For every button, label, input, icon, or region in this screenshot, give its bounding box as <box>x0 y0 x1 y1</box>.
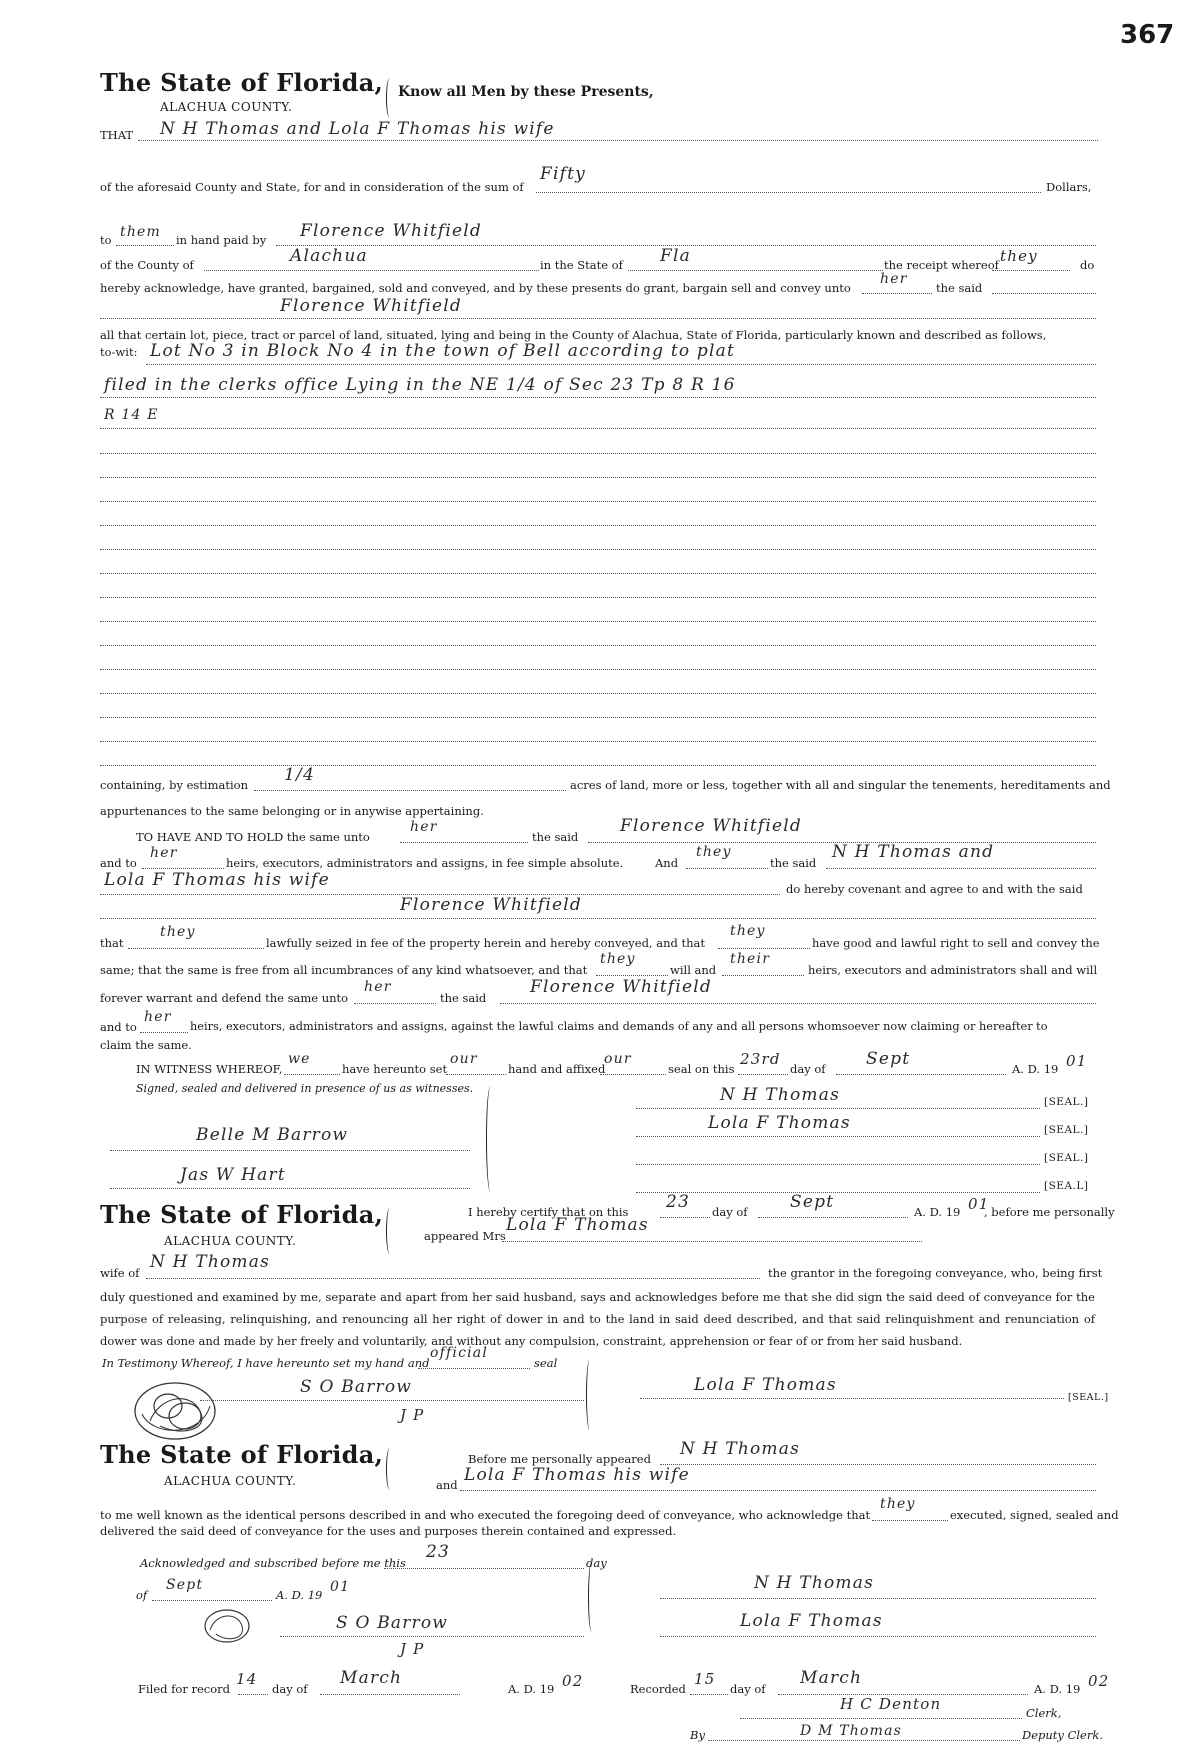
ack-both-signature-1: N H Thomas <box>754 1573 875 1593</box>
county-label: ALACHUA COUNTY. <box>160 100 293 114</box>
deputy-signature: D M Thomas <box>800 1723 903 1739</box>
brace <box>386 78 395 118</box>
hand-handwritten: our <box>450 1051 478 1067</box>
and-word: And <box>655 856 679 870</box>
recorded-month-handwritten: March <box>800 1668 863 1688</box>
grantor-2-signature: Lola F Thomas <box>708 1113 851 1133</box>
clerk-label: Clerk, <box>1026 1706 1062 1720</box>
dotted-line <box>146 1278 760 1279</box>
wife-of-label: wife of <box>100 1266 140 1280</box>
notary-seal-icon <box>130 1376 220 1446</box>
defend-handwritten: her <box>364 979 392 995</box>
husband-handwritten: N H Thomas <box>150 1252 271 1272</box>
dotted-line <box>686 868 768 869</box>
recorded-day-of: day of <box>730 1682 766 1696</box>
testimony-text: In Testimony Whereof, I have hereunto set my hand and <box>102 1356 430 1370</box>
good-handwritten: they <box>730 923 766 939</box>
sum-handwritten: Fifty <box>540 164 586 184</box>
county-handwritten: Alachua <box>290 246 368 266</box>
good-text: have good and lawful right to sell and convey the <box>812 936 1100 950</box>
dotted-line <box>418 1368 530 1369</box>
to-have-label: TO HAVE AND TO HOLD the same unto <box>136 830 370 844</box>
description-line-1: Lot No 3 in Block No 4 in the town of Bell according to plat <box>150 341 736 361</box>
same-free-text: same; that the same is free from all incumbrances of any kind whatsoever, and that <box>100 963 588 977</box>
hereunto-set-text: have hereunto set <box>342 1062 448 1076</box>
ack-both-day-word: day <box>586 1556 607 1570</box>
recorded-day-handwritten: 15 <box>694 1670 716 1688</box>
signed-sealed-text: Signed, sealed and delivered in presence of us as witnesses. <box>136 1082 474 1095</box>
dotted-line <box>636 1136 1040 1137</box>
they-handwritten: they <box>696 844 732 860</box>
dotted-line <box>138 140 1098 141</box>
and-to-2-handwritten: her <box>144 1009 172 1025</box>
seal-label-2: [SEAL.] <box>1044 1124 1089 1136</box>
dotted-line <box>116 245 174 246</box>
forever-warrant-text: forever warrant and defend the same unto <box>100 991 349 1005</box>
dotted-line <box>708 1740 1020 1741</box>
claim-same-text: claim the same. <box>100 1038 192 1052</box>
dotted-line <box>660 1636 1096 1637</box>
acres-text: acres of land, more or less, together with all and singular the tenements, hereditaments and <box>570 778 1111 792</box>
grantee-handwritten: Florence Whitfield <box>280 296 462 316</box>
filed-day-of: day of <box>272 1682 308 1696</box>
filed-month-handwritten: March <box>340 1668 403 1688</box>
dotted-line <box>722 975 804 976</box>
will-text: will and <box>670 963 717 977</box>
blank-line <box>100 621 1096 622</box>
blank-line <box>100 717 1096 718</box>
seal-label-1: [SEAL.] <box>1044 1096 1089 1108</box>
dotted-line <box>100 397 1096 398</box>
clerk-signature: H C Denton <box>840 1695 942 1713</box>
blank-line <box>100 597 1096 598</box>
dotted-line <box>110 1150 470 1151</box>
containing-label: containing, by estimation <box>100 778 249 792</box>
dotted-line <box>280 1636 584 1637</box>
dotted-line <box>204 270 539 271</box>
seal-label-4: [SEA.L] <box>1044 1180 1089 1192</box>
the-said-label-2: the said <box>532 830 579 844</box>
ack-both-signature-2: Lola F Thomas <box>740 1611 883 1631</box>
dotted-line <box>128 948 264 949</box>
dotted-line <box>660 1598 1096 1599</box>
of-county-label: of the County of <box>100 258 194 272</box>
dotted-line <box>320 1694 460 1695</box>
dotted-line <box>992 293 1096 294</box>
dotted-line <box>628 270 883 271</box>
receipt-handwritten: they <box>1000 247 1038 265</box>
before-me-text: , before me personally <box>984 1205 1115 1219</box>
dotted-line <box>640 1398 1064 1399</box>
heirs-lawful-text: heirs, executors, administrators and assigns, against the lawful claims and demands of any and all persons whomsoever now claiming or hereafter to <box>190 1020 1048 1033</box>
ack-both-of-word: of <box>136 1588 148 1602</box>
dotted-line <box>872 1520 948 1521</box>
dotted-line <box>284 1074 340 1075</box>
dotted-line <box>740 1718 1022 1719</box>
well-known-text: to me well known as the identical persons described in and who executed the foregoing deed of conveyance, who acknowledge that <box>100 1508 871 1522</box>
ack-both-and: and <box>436 1478 458 1492</box>
will-handwritten: they <box>600 951 636 967</box>
dotted-line <box>100 318 1096 319</box>
hand-affixed-text: hand and affixed <box>508 1062 606 1076</box>
to-handwritten: them <box>120 224 162 240</box>
to-label: to <box>100 233 112 247</box>
blank-line <box>100 765 1096 766</box>
dotted-line <box>660 1217 710 1218</box>
covenant-grantor-handwritten: N H Thomas and <box>832 842 995 862</box>
and-to-handwritten: her <box>150 845 178 861</box>
year-handwritten: 01 <box>1066 1052 1088 1070</box>
appeared-1-handwritten: N H Thomas <box>680 1439 801 1459</box>
dotted-line <box>254 790 566 791</box>
ack-wife-seal-label: [SEAL.] <box>1068 1392 1109 1403</box>
dollars-label: Dollars, <box>1046 180 1092 194</box>
description-line-2: filed in the clerks office Lying in the NE 1/4 of Sec 23 Tp 8 R 16 <box>104 375 736 395</box>
seal-on-this-text: seal on this <box>668 1062 735 1076</box>
month-handwritten: Sept <box>866 1049 911 1069</box>
dotted-line <box>500 1003 1096 1004</box>
dotted-line <box>238 1694 268 1695</box>
dotted-line <box>636 1164 1040 1165</box>
official-handwritten: official <box>430 1345 489 1361</box>
dotted-line <box>836 1074 1006 1075</box>
blank-line <box>100 501 1096 502</box>
appeared-2-handwritten: Lola F Thomas his wife <box>464 1465 690 1485</box>
ack-both-officer-signature: S O Barrow <box>336 1613 449 1633</box>
dotted-line <box>140 1032 188 1033</box>
dotted-line <box>596 975 668 976</box>
dotted-line <box>146 364 1096 365</box>
seized-handwritten: they <box>160 924 196 940</box>
filed-for-record-label: Filed for record <box>138 1682 231 1696</box>
dotted-line <box>718 948 810 949</box>
dotted-line <box>690 1694 728 1695</box>
dotted-line <box>862 293 932 294</box>
the-said-label-4: the said <box>440 991 487 1005</box>
blank-line <box>100 453 1096 454</box>
all-that-text: all that certain lot, piece, tract or parcel of land, situated, lying and being in the County of Alachua, State of Florida, particularly known and described as follows, <box>100 328 1047 342</box>
covenant-grantee-handwritten: Florence Whitfield <box>400 895 582 915</box>
dotted-line <box>660 1464 1096 1465</box>
dotted-line <box>384 1568 584 1569</box>
heirs-fee-text: heirs, executors, administrators and assigns, in fee simple absolute. <box>226 856 624 870</box>
witness-handwritten: we <box>288 1051 311 1067</box>
that-word: that <box>100 936 124 950</box>
witness-whereof-label: IN WITNESS WHEREOF, <box>136 1062 283 1076</box>
ack-wife-county: ALACHUA COUNTY. <box>164 1234 297 1248</box>
blank-line <box>100 549 1096 550</box>
blank-line <box>100 525 1096 526</box>
consideration-text: of the aforesaid County and State, for and in consideration of the sum of <box>100 180 524 194</box>
filed-ad: A. D. 19 <box>508 1682 555 1696</box>
dotted-line <box>600 1074 666 1075</box>
dotted-line <box>758 1217 908 1218</box>
notary-seal-icon <box>200 1606 254 1646</box>
their-handwritten: their <box>730 951 771 967</box>
dotted-line <box>992 270 1070 271</box>
seal-word: seal <box>534 1356 558 1370</box>
dotted-line <box>502 1241 922 1242</box>
blank-line <box>100 573 1096 574</box>
brace <box>586 1360 595 1430</box>
ack-wife-month-handwritten: Sept <box>790 1192 835 1212</box>
recorded-year-handwritten: 02 <box>1088 1672 1110 1690</box>
ack-both-day-handwritten: 23 <box>426 1542 451 1562</box>
dotted-line <box>110 1188 470 1189</box>
dotted-line <box>536 192 1041 193</box>
brace <box>486 1086 497 1192</box>
ack-both-they-handwritten: they <box>880 1496 916 1512</box>
do-label: do <box>1080 258 1095 272</box>
ack-wife-officer-signature: S O Barrow <box>300 1377 413 1397</box>
ack-wife-year-handwritten: 01 <box>968 1195 990 1213</box>
heirs-warrant-text: heirs, executors and administrators shall and will <box>808 963 1098 977</box>
and-to-label-2: and to <box>100 1020 137 1034</box>
blank-line <box>100 477 1096 478</box>
brace <box>386 1448 395 1490</box>
ack-wife-state-title: The State of Florida, <box>100 1200 384 1229</box>
to-have-handwritten: her <box>410 819 438 835</box>
that-label: THAT <box>100 128 134 142</box>
the-said-label: the said <box>936 281 983 295</box>
witness-1-signature: Belle M Barrow <box>196 1125 349 1145</box>
grantor-1-signature: N H Thomas <box>720 1085 841 1105</box>
dotted-line <box>636 1192 1040 1193</box>
dotted-line <box>152 1600 272 1601</box>
dotted-line <box>446 1074 506 1075</box>
dotted-line <box>400 842 528 843</box>
blank-line <box>100 741 1096 742</box>
brace <box>588 1562 597 1632</box>
paid-by-handwritten: Florence Whitfield <box>300 221 482 241</box>
day-handwritten: 23rd <box>740 1050 781 1068</box>
ack-both-county: ALACHUA COUNTY. <box>164 1474 297 1488</box>
filed-day-handwritten: 14 <box>236 1670 258 1688</box>
dotted-line <box>826 868 1096 869</box>
page-number: 367 <box>1120 20 1175 50</box>
description-line-3: R 14 E <box>104 407 159 423</box>
dotted-line <box>200 1400 584 1401</box>
dotted-line <box>460 1490 1096 1491</box>
filed-year-handwritten: 02 <box>562 1672 584 1690</box>
ack-both-state-title: The State of Florida, <box>100 1440 384 1469</box>
defend-grantee-handwritten: Florence Whitfield <box>530 977 712 997</box>
certify-text: I hereby certify that on this <box>468 1205 629 1219</box>
and-to-label: and to <box>100 856 137 870</box>
to-wit-label: to-wit: <box>100 345 138 359</box>
day-of-text: day of <box>790 1062 826 1076</box>
seized-text: lawfully seized in fee of the property herein and hereby conveyed, and that <box>266 936 706 950</box>
ack-both-year-handwritten: 01 <box>330 1579 351 1595</box>
dotted-line <box>738 1074 788 1075</box>
blank-line <box>100 645 1096 646</box>
ad-label: A. D. 19 <box>1012 1062 1059 1076</box>
ack-both-officer-title: J P <box>400 1640 425 1658</box>
in-state-of-label: in the State of <box>540 258 623 272</box>
grantor-text: the grantor in the foregoing conveyance, who, being first <box>768 1266 1103 1280</box>
dotted-line <box>100 428 1096 429</box>
seal-handwritten: our <box>604 1051 632 1067</box>
ack-wife-day-handwritten: 23 <box>666 1192 691 1212</box>
dower-body-text: duly questioned and examined by me, separate and apart from her said husband, says and acknowledges before me that she did sign the said deed of conveyance for the purpose of releasing, relinquishing, and renouncing all her right of dower in and to the land in said deed described, and that said relinquishment and renunciation of dower was done and made by her freely and voluntarily, and without any compulsion, constraint, apprehension or fear of or from her said husband. <box>100 1290 1095 1348</box>
grantors-handwritten: N H Thomas and Lola F Thomas his wife <box>160 119 555 139</box>
hereby-ack-text: hereby acknowledge, have granted, bargained, sold and conveyed, and by these presents do grant, bargain sell and convey unto <box>100 281 851 295</box>
state-title: The State of Florida, <box>100 68 384 97</box>
ack-both-ad: A. D. 19 <box>276 1588 323 1602</box>
delivered-text: delivered the said deed of conveyance for the uses and purposes therein contained and expressed. <box>100 1524 677 1538</box>
state-handwritten: Fla <box>660 246 691 266</box>
covenant-text: do hereby covenant and agree to and with the said <box>786 882 1083 896</box>
dotted-line <box>354 1003 436 1004</box>
dotted-line <box>142 868 224 869</box>
appeared-mrs-text: appeared Mrs <box>424 1229 506 1243</box>
covenant-grantor-handwritten-2: Lola F Thomas his wife <box>104 870 330 890</box>
recorded-label: Recorded <box>630 1682 686 1696</box>
to-have-grantee-handwritten: Florence Whitfield <box>620 816 802 836</box>
unto-handwritten: her <box>880 271 908 287</box>
ack-wife-ad: A. D. 19 <box>914 1205 961 1219</box>
acknowledged-text: Acknowledged and subscribed before me this <box>140 1556 406 1570</box>
appurtenances-text: appurtenances to the same belonging or in anywise appertaining. <box>100 804 484 818</box>
in-hand-paid-label: in hand paid by <box>176 233 267 247</box>
recorded-ad: A. D. 19 <box>1034 1682 1081 1696</box>
deputy-clerk-label: Deputy Clerk. <box>1022 1728 1103 1742</box>
know-all-men: Know all Men by these Presents, <box>398 84 654 100</box>
before-me-appeared-text: Before me personally appeared <box>468 1452 651 1466</box>
mrs-handwritten: Lola F Thomas <box>506 1215 649 1235</box>
acres-handwritten: 1/4 <box>284 765 315 785</box>
blank-line <box>100 693 1096 694</box>
receipt-whereof-label: the receipt whereof <box>884 258 999 272</box>
dotted-line <box>636 1108 1040 1109</box>
wife-signature: Lola F Thomas <box>694 1375 837 1395</box>
witness-2-signature: Jas W Hart <box>180 1165 286 1185</box>
seal-label-3: [SEAL.] <box>1044 1152 1089 1164</box>
ack-both-month-handwritten: Sept <box>166 1577 204 1593</box>
dotted-line <box>100 918 1096 919</box>
ack-wife-day-of: day of <box>712 1205 748 1219</box>
brace <box>386 1208 395 1254</box>
ack-wife-officer-title: J P <box>400 1406 425 1424</box>
the-said-label-3: the said <box>770 856 817 870</box>
executed-text: executed, signed, sealed and <box>950 1508 1119 1522</box>
blank-line <box>100 669 1096 670</box>
by-label: By <box>690 1728 705 1742</box>
